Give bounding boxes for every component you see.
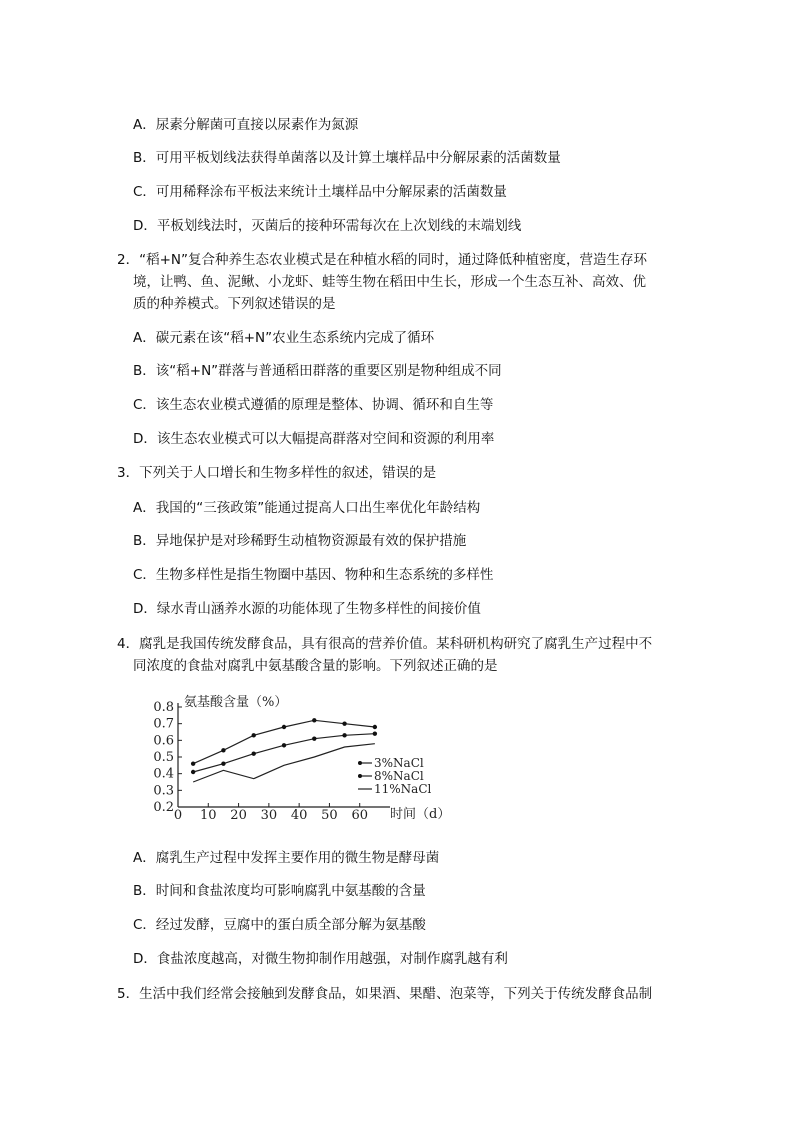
q4-option-c: C．经过发酵，豆腐中的蛋白质全部分解为氨基酸	[133, 917, 426, 933]
series-point-0	[342, 721, 346, 725]
chart-x-axis-label: 时间（d）	[390, 807, 451, 822]
y-tick-label: 0.3	[153, 783, 174, 799]
chart-ticks	[153, 700, 368, 823]
q4-option-a: A．腐乳生产过程中发挥主要作用的微生物是酵母菌	[133, 850, 440, 866]
chart-series	[191, 718, 377, 782]
chart-legend	[358, 756, 432, 796]
q2-stem-line-1: 2．“稻+N”复合种养生态农业模式是在种植水稻的同时，通过降低种植密度，营造生存环	[117, 252, 647, 268]
x-tick-label: 10	[200, 808, 217, 823]
series-point-1	[342, 733, 346, 737]
amino-acid-chart	[140, 692, 480, 827]
q1-option-c: C．可用稀释涂布平板法来统计土壤样品中分解尿素的活菌数量	[133, 184, 507, 200]
legend-marker-0	[358, 761, 362, 765]
q3-option-d: D．绿水青山涵养水源的功能体现了生物多样性的间接价值	[133, 601, 481, 617]
legend-label-2: 11%NaCl	[374, 782, 432, 796]
series-point-1	[373, 731, 377, 735]
series-point-0	[373, 725, 377, 729]
q4-stem-line-1: 4．腐乳是我国传统发酵食品，具有很高的营养价值。某科研机构研究了腐乳生产过程中不	[117, 636, 653, 652]
y-tick-label: 0.6	[153, 733, 174, 749]
q4-stem-line-2: 同浓度的食盐对腐乳中氨基酸含量的影响。下列叙述正确的是	[133, 658, 498, 674]
q3-stem: 3．下列关于人口增长和生物多样性的叙述，错误的是	[117, 465, 437, 481]
x-tick-label: 30	[260, 808, 278, 823]
q2-stem-line-2: 境，让鸭、鱼、泥鳅、小龙虾、蛙等生物在稻田中生长，形成一个生态互补、高效、优	[133, 274, 646, 290]
q2-option-b: B．该“稻+N”群落与普通稻田群落的重要区别是物种组成不同	[133, 363, 502, 379]
q5-stem-line-1: 5．生活中我们经常会接触到发酵食品，如果酒、果醋、泡菜等，下列关于传统发酵食品制	[117, 986, 653, 1002]
x-tick-label: 0	[173, 808, 183, 823]
series-line-1	[193, 734, 375, 772]
q2-option-c: C．该生态农业模式遵循的原理是整体、协调、循环和自生等	[133, 397, 494, 413]
x-tick-label: 20	[230, 808, 247, 823]
q3-option-a: A．我国的“三孩政策”能通过提高人口出生率优化年龄结构	[133, 500, 481, 516]
y-tick-label: 0.8	[153, 700, 174, 715]
q2-option-d: D．该生态农业模式可以大幅提高群落对空间和资源的利用率	[133, 431, 495, 447]
series-point-1	[312, 736, 316, 740]
x-tick-label: 60	[351, 808, 368, 823]
series-point-0	[191, 761, 195, 765]
series-point-0	[282, 725, 286, 729]
series-point-0	[221, 748, 225, 752]
q2-stem-line-3: 质的种养模式。下列叙述错误的是	[133, 296, 336, 312]
y-tick-label: 0.5	[153, 750, 174, 765]
legend-label-0: 3%NaCl	[374, 756, 424, 770]
series-point-1	[282, 743, 286, 747]
q1-option-d: D．平板划线法时，灭菌后的接种环需每次在上次划线的末端划线	[133, 218, 522, 234]
legend-label-1: 8%NaCl	[374, 769, 424, 783]
q3-option-c: C．生物多样性是指生物圈中基因、物种和生态系统的多样性	[133, 567, 494, 583]
series-point-1	[221, 761, 225, 765]
y-tick-label: 0.2	[153, 800, 174, 815]
series-point-1	[252, 751, 256, 755]
series-point-0	[252, 733, 256, 737]
y-tick-label: 0.7	[153, 716, 174, 732]
q1-option-a: A．尿素分解菌可直接以尿素作为氮源	[133, 117, 359, 133]
series-point-0	[312, 718, 316, 722]
q3-option-b: B．异地保护是对珍稀野生动植物资源最有效的保护措施	[133, 533, 467, 549]
x-tick-label: 50	[321, 808, 338, 823]
q2-option-a: A．碳元素在该“稻+N”农业生态系统内完成了循环	[133, 330, 435, 346]
series-line-2	[193, 744, 375, 782]
q4-option-b: B．时间和食盐浓度均可影响腐乳中氨基酸的含量	[133, 883, 426, 899]
series-point-1	[191, 770, 195, 774]
q1-option-b: B．可用平板划线法获得单菌落以及计算土壤样品中分解尿素的活菌数量	[133, 150, 561, 166]
q4-option-d: D．食盐浓度越高，对微生物抑制作用越强，对制作腐乳越有利	[133, 951, 508, 967]
y-tick-label: 0.4	[153, 766, 174, 782]
legend-marker-1	[358, 774, 362, 778]
x-tick-label: 40	[290, 808, 308, 823]
chart-y-axis-label: 氨基酸含量（%）	[184, 695, 288, 710]
chart-axes	[178, 703, 390, 807]
